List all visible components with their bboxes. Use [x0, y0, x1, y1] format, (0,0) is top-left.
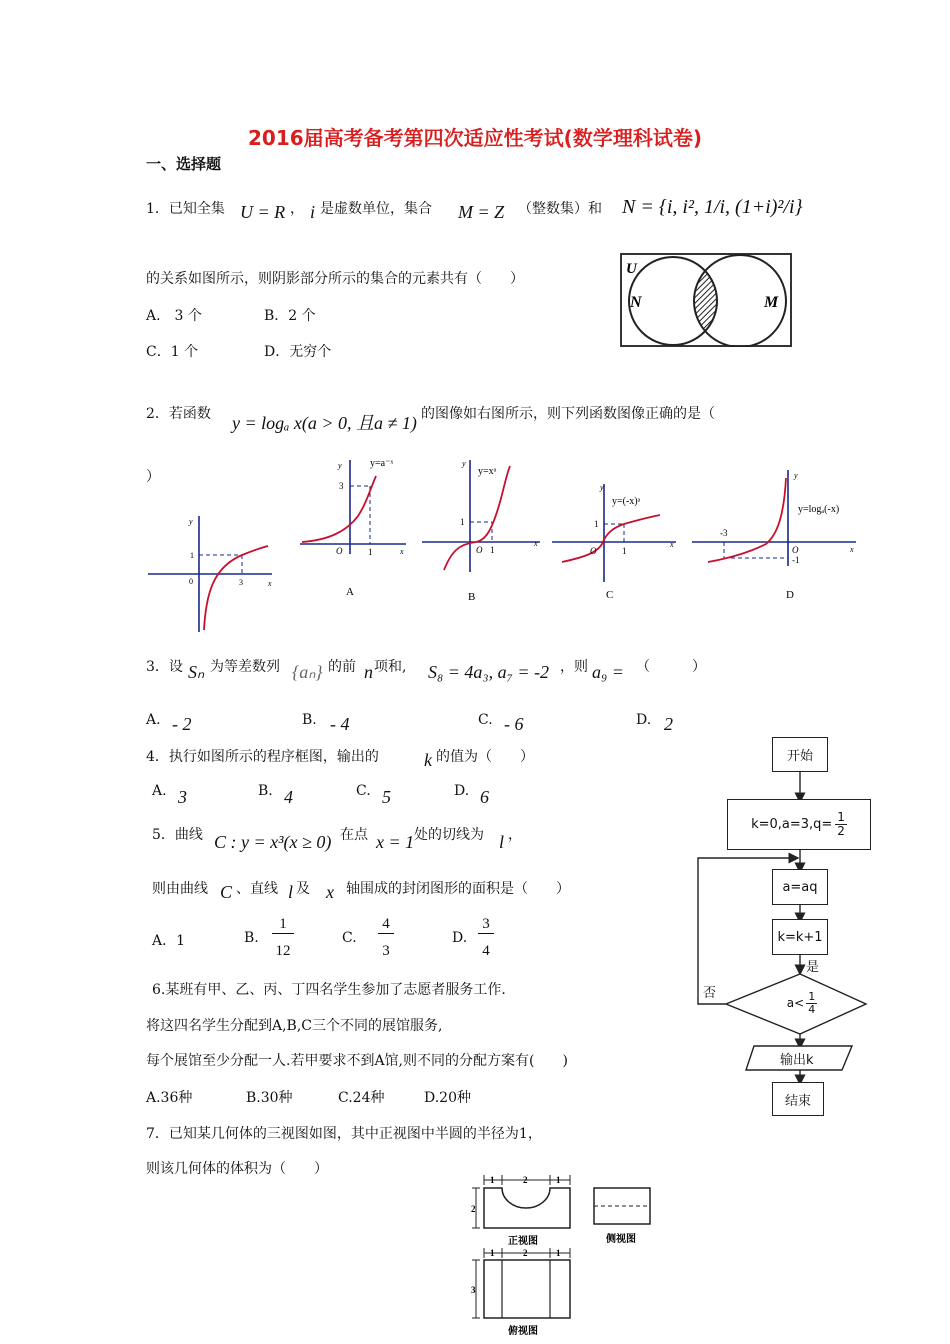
flow-yes-label: 是	[806, 960, 820, 975]
top-dim-2: 2	[523, 1248, 528, 1258]
graph-d-curve	[708, 478, 786, 562]
q1-math-i: i	[310, 202, 316, 222]
main-y-label: y	[189, 517, 193, 526]
side-view	[594, 1188, 650, 1245]
q1-text-a: 1．已知全集	[146, 201, 225, 217]
front-dim-1: 1	[490, 1175, 495, 1185]
flow-cond-den: 4	[808, 1002, 816, 1016]
q5-option-d-den: 4	[482, 943, 490, 959]
graph-d-label: D	[786, 589, 794, 601]
q5-text-a: 5．曲线	[152, 827, 203, 843]
graph-c-curve	[562, 515, 660, 562]
q6-option-c: C.24种	[338, 1090, 385, 1106]
q6-option-b: B.30种	[246, 1090, 293, 1106]
q7-line2: 则该几何体的体积为（ ）	[146, 1161, 328, 1177]
q3-math-s: Sₙ	[188, 662, 205, 682]
graph-d-tick-neg3: -3	[720, 528, 728, 538]
q1-option-b: B．2 个	[264, 308, 316, 324]
q5-line2-c: C	[220, 882, 233, 902]
q3-option-d-label: D.	[636, 712, 652, 728]
graph-c-eq: y=(-x)ᵃ	[612, 496, 641, 507]
graph-b-y: y	[462, 459, 466, 468]
q5-text-b: 在点	[340, 827, 368, 843]
graph-c-label: C	[606, 589, 614, 601]
graph-c-x: x	[670, 540, 674, 549]
q1-math-m: M = Z	[458, 202, 505, 222]
q5-math-x: x = 1	[376, 832, 415, 852]
flow-init-fraction	[835, 811, 847, 838]
graph-b-label: B	[468, 591, 476, 603]
graph-b-eq: y=xᵃ	[478, 466, 497, 477]
top-dim-3: 1	[556, 1248, 561, 1258]
main-tick-1: 1	[190, 551, 194, 560]
page-title: 2016届高考备考第四次适应性考试(数学理科试卷)	[248, 126, 702, 150]
front-height: 2	[471, 1204, 476, 1214]
top-dim-1: 1	[490, 1248, 495, 1258]
q2-close: ）	[146, 469, 160, 485]
q6-line1: 6.某班有甲、乙、丙、丁四名学生参加了志愿者服务工作.	[152, 982, 506, 998]
q3-option-c-value: - 6	[504, 714, 524, 734]
q5-line2-a: 则由曲线	[152, 881, 208, 897]
graph-d-y: y	[794, 471, 798, 480]
q4-option-b-label: B.	[258, 783, 273, 799]
q4-option-b-value: 4	[284, 787, 293, 807]
q4-option-d-label: D.	[454, 783, 470, 799]
q7-line1: 7．已知某几何体的三视图如图，其中正视图中半圆的半径为1，	[146, 1126, 542, 1142]
flow-end: 结束	[772, 1082, 824, 1116]
graph-b-tick-y1: 1	[460, 517, 465, 527]
q3-option-b-value: - 4	[330, 714, 350, 734]
main-origin: 0	[189, 577, 193, 586]
q3-option-a-label: A.	[146, 712, 161, 728]
q5-line2-b: 、直线	[236, 881, 278, 897]
main-log-curve	[204, 546, 268, 630]
venn-label-n: N	[630, 294, 642, 311]
flow-init-num: 1	[837, 810, 845, 824]
q5-option-c-den: 3	[382, 943, 390, 959]
graph-c-tick-x1: 1	[622, 546, 627, 556]
q1-math-u: U = R	[240, 202, 286, 222]
q5-math-l: l	[499, 832, 505, 852]
q5-sep: ，	[508, 827, 522, 843]
q3-text-b: 为等差数列	[210, 659, 280, 675]
main-tick-3: 3	[239, 578, 243, 587]
graph-a-x: x	[400, 547, 404, 556]
q4-text-a: 4．执行如图所示的程序框图，输出的	[146, 749, 379, 765]
q1-option-a: A. 3 个	[146, 308, 202, 324]
q1-option-d: D．无穷个	[264, 344, 332, 360]
q5-line2-d: 及	[296, 881, 310, 897]
q3-math-eq: S₈ = 4a₃, a₇ = -2	[428, 662, 550, 682]
graph-a-eq: y=a⁻ˣ	[370, 458, 394, 469]
q5-line2-e: 轴围成的封闭图形的面积是（ ）	[346, 881, 570, 897]
three-views-figure	[466, 1166, 666, 1338]
graph-c-y: y	[600, 483, 604, 492]
front-view	[471, 1175, 570, 1247]
flow-init	[727, 799, 871, 850]
q1-text-b: 是虚数单位，集合	[320, 201, 432, 217]
q2-text-b: 的图像如右图所示，则下列函数图像正确的是（	[421, 406, 715, 422]
q5-option-c-label: C.	[342, 930, 357, 946]
graph-d-eq: y=logₐ(-x)	[798, 504, 840, 515]
q3-paren: （ ）	[636, 659, 706, 675]
front-dim-3: 1	[556, 1175, 561, 1185]
q2-graph-b	[420, 454, 546, 606]
q2-graph-d	[690, 466, 862, 604]
graph-a-label: A	[346, 586, 354, 598]
venn-label-u: U	[626, 261, 637, 277]
q6-option-d: D.20种	[424, 1090, 471, 1106]
q5-option-a: A．1	[152, 933, 186, 949]
side-view-label: 侧视图	[606, 1234, 636, 1245]
graph-a-tick-1: 1	[368, 547, 373, 557]
graph-c-origin: O	[590, 546, 597, 556]
q5-option-b-label: B.	[244, 930, 259, 946]
graph-c-tick-y1: 1	[594, 519, 599, 529]
graph-d-origin: O	[792, 545, 799, 555]
flow-no-label: 否	[703, 986, 717, 1001]
q3-option-c-label: C.	[478, 712, 493, 728]
flow-cond-fraction	[806, 991, 817, 1016]
q5-option-b-num: 1	[272, 916, 294, 934]
venn-label-m: M	[764, 294, 779, 311]
q2-main-graph	[144, 512, 278, 636]
flow-output: 输出k	[780, 1053, 814, 1068]
q1-sep: ，	[290, 201, 304, 217]
front-dim-2: 2	[523, 1175, 528, 1185]
venn-diagram	[620, 253, 792, 347]
q3-math-a: {aₙ}	[292, 662, 323, 682]
q3-option-d-value: 2	[664, 714, 673, 734]
q1-option-c: C．1 个	[146, 344, 199, 360]
q2-text-a: 2．若函数	[146, 406, 211, 422]
q1-line2: 的关系如图所示，则阴影部分所示的集合的元素共有（ ）	[146, 271, 524, 287]
q6-line3: 每个展馆至少分配一人.若甲要求不到A馆,则不同的分配方案有( )	[146, 1053, 568, 1069]
flow-step-a: a=aq	[772, 869, 828, 905]
graph-a-tick-3: 3	[339, 481, 344, 491]
q5-math-c: C : y = x³(x ≥ 0)	[214, 832, 332, 852]
graph-d-tick-neg1: -1	[792, 555, 800, 565]
q3-option-a-value: - 2	[172, 714, 192, 734]
front-view-label: 正视图	[508, 1236, 538, 1247]
q1-text-c: （整数集）和	[518, 201, 602, 217]
graph-b-x: x	[534, 539, 538, 548]
q4-option-c-value: 5	[382, 787, 391, 807]
main-x-label: x	[268, 579, 272, 588]
flow-start: 开始	[772, 737, 828, 772]
top-height: 3	[471, 1285, 476, 1295]
q3-text-a: 3．设	[146, 659, 183, 675]
q4-text-b: 的值为（ ）	[436, 749, 534, 765]
q3-text-d: 项和,	[374, 659, 407, 675]
q5-text-c: 处的切线为	[414, 827, 484, 843]
q1-math-n: N = {i, i², 1/i, (1+i)²/i}	[622, 196, 803, 218]
q2-graph-a	[298, 454, 410, 604]
q4-option-c-label: C.	[356, 783, 371, 799]
q5-option-b-den: 12	[275, 943, 291, 959]
q5-option-d-num: 3	[478, 916, 494, 934]
flow-cond-text: a<	[786, 996, 805, 1010]
section-heading: 一、选择题	[146, 155, 222, 173]
graph-b-tick-x1: 1	[490, 545, 495, 555]
q3-option-b-label: B.	[302, 712, 317, 728]
q2-math: y = logₐ x(a > 0, 且a ≠ 1)	[232, 413, 417, 433]
q5-option-c-num: 4	[378, 916, 394, 934]
q4-option-a-value: 3	[178, 787, 187, 807]
q5-option-d-label: D.	[452, 930, 468, 946]
q5-line2-x: x	[326, 882, 334, 902]
flow-step-k: k=k+1	[772, 919, 828, 955]
flow-init-text: k=0,a=3,q=	[751, 817, 833, 832]
q4-option-a-label: A.	[152, 783, 167, 799]
q4-math-k: k	[424, 750, 432, 770]
q3-text-e: ，则	[560, 659, 588, 675]
graph-a-y: y	[338, 461, 342, 470]
q6-option-a: A.36种	[146, 1090, 193, 1106]
top-view	[471, 1248, 570, 1337]
graph-d-x: x	[850, 545, 854, 554]
flow-init-den: 2	[837, 824, 845, 838]
flow-cond-num: 1	[808, 989, 816, 1003]
q4-option-d-value: 6	[480, 787, 489, 807]
q2-graph-c	[550, 480, 680, 604]
q5-line2-l: l	[288, 882, 294, 902]
graph-b-origin: O	[476, 545, 483, 555]
q6-line2: 将这四名学生分配到A,B,C三个不同的展馆服务,	[146, 1018, 443, 1034]
graph-a-origin: O	[336, 546, 343, 556]
q3-text-c: 的前	[328, 659, 356, 675]
top-view-label: 俯视图	[508, 1326, 538, 1337]
front-outline	[484, 1188, 570, 1228]
q3-math-a9: a₉ =	[592, 662, 624, 682]
flow-condition	[772, 988, 832, 1018]
q3-math-n: n	[364, 662, 373, 682]
